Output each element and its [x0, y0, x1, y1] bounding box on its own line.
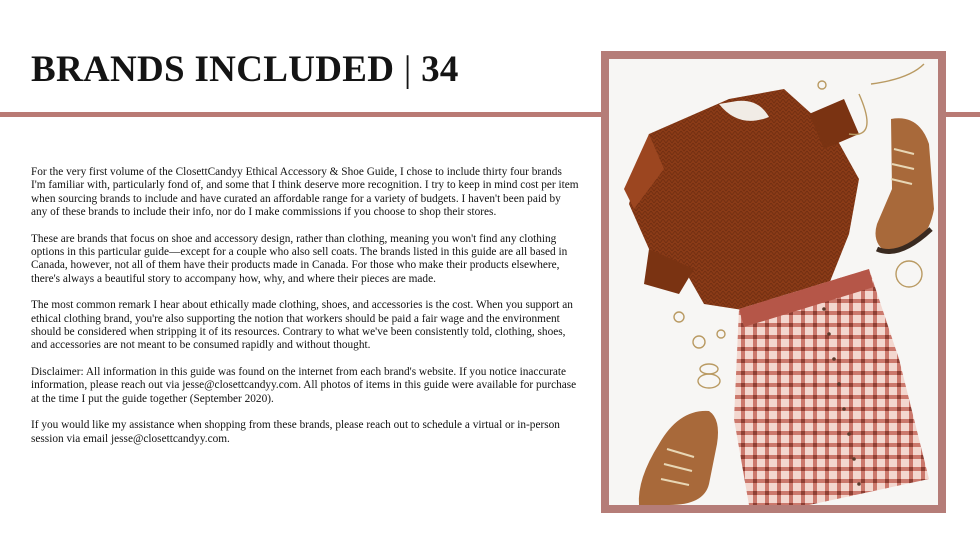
page-title	[31, 48, 459, 92]
page-number: 34	[421, 49, 459, 90]
product-photo	[601, 51, 946, 513]
paragraph-disclaimer: Disclaimer: All information in this guide was found on the internet from each brand's website. If you notice inaccurate information, please reach out via jesse@closettcandyy.com. All photos of items in this guide were available for purchase at the time I put the guide together (September 2020).	[31, 365, 577, 405]
paragraph-intro: For the very first volume of the ClosettCandyy Ethical Accessory & Shoe Guide, I chose to include thirty four brands I'm familiar with, particularly fond of, and some that I think deserve more recognition. I try to keep in mind cost per item when sourcing brands to include and have curated an affordable range for a variety of budgets. I haven't been paid by any of these brands to include their info, nor do I make commissions if you choose to shop their stores.	[31, 166, 579, 219]
flat-lay-illustration	[609, 59, 938, 505]
paragraph-contact: If you would like my assistance when shopping from these brands, please reach out to schedule a virtual or in-person session via email jesse@closettcandyy.com.	[31, 419, 560, 445]
title-text: BRANDS INCLUDED	[31, 49, 395, 90]
title-separator: |	[403, 49, 412, 90]
body-text	[31, 166, 579, 459]
paragraph-focus: These are brands that focus on shoe and accessory design, rather than clothing, meaning you won't find any clothing options in this particular guide—except for a couple who also sell coats. The brands listed in this guide are all based in Canada, however, not all of them have their products made in Canada. For those who make their products elsewhere, there's always a beautiful story to accompany how, why, and where their pieces are made.	[31, 232, 568, 285]
paragraph-cost: The most common remark I hear about ethically made clothing, shoes, and accessories is the cost. When you support an ethical clothing brand, you're also supporting the notion that workers should be paid a fair wage and the environment should be considered when stripping it of its resources. Contrary to what we've been consistently told, clothing, shoes, and accessories are not meant to be consumed rapidly and without thought.	[31, 299, 573, 352]
